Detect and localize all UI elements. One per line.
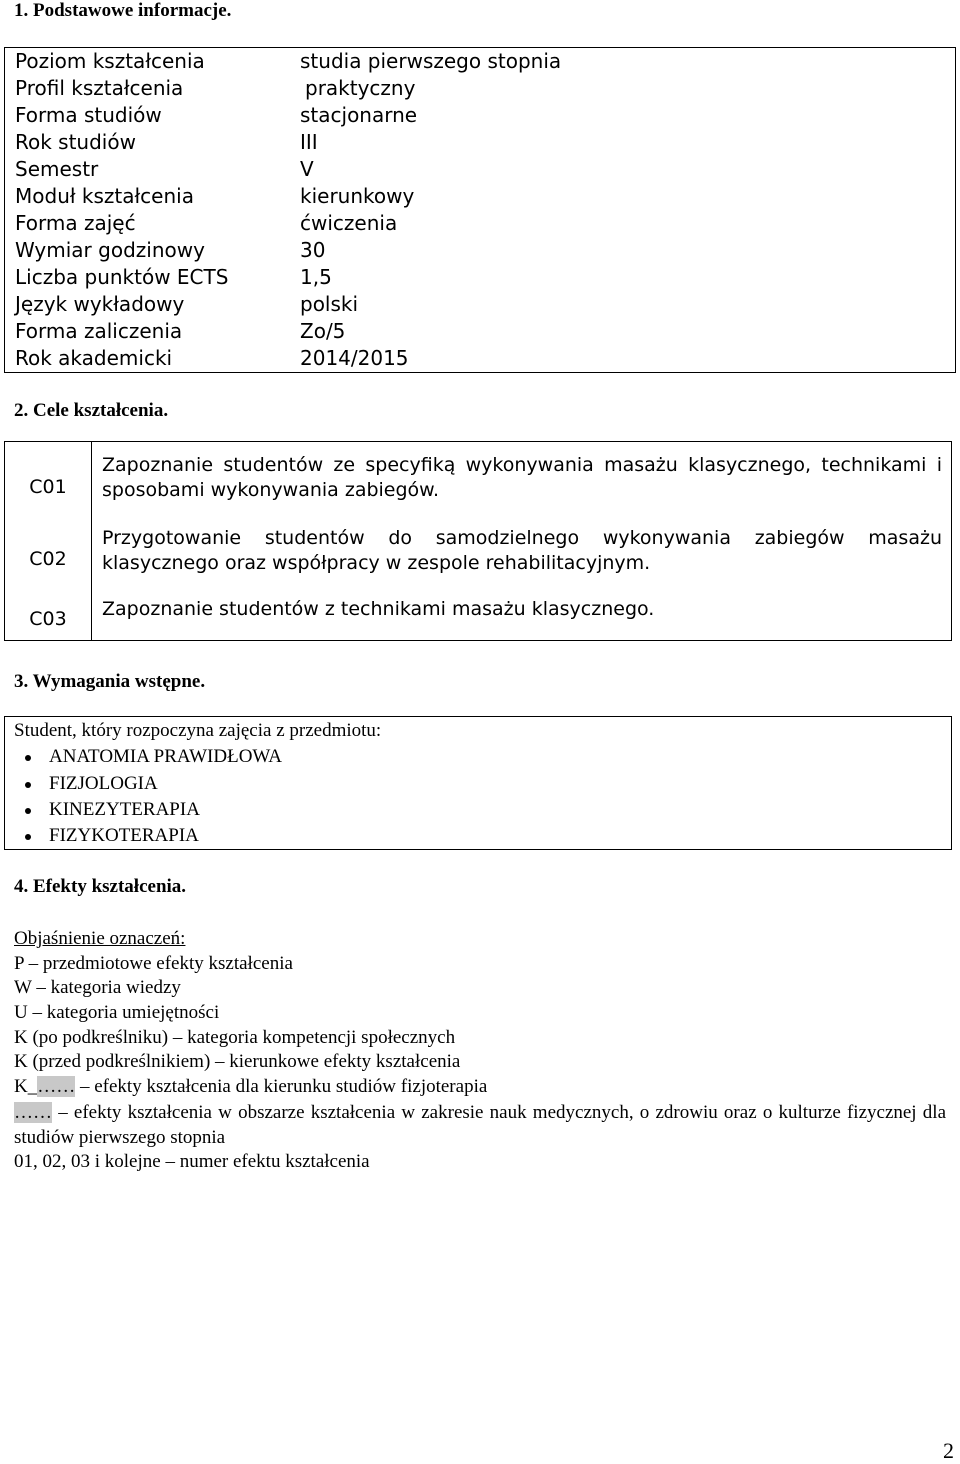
info-label: Rok studiów	[15, 130, 136, 154]
prerequisite-item	[49, 825, 199, 847]
prerequisites-box	[4, 716, 952, 850]
bullet-icon	[25, 808, 31, 814]
legend-item-numbering: 01, 02, 03 i kolejne – numer efektu kształcenia	[14, 1151, 370, 1172]
legend-title: Objaśnienie oznaczeń:	[14, 928, 186, 949]
info-value: stacjonarne	[300, 103, 418, 127]
area-dots: ……	[14, 1102, 52, 1123]
info-value: polski	[300, 292, 359, 316]
goals-table	[4, 441, 952, 641]
prerequisites-intro: Student, który rozpoczyna zajęcia z przedmiotu:	[14, 720, 382, 741]
legend-item: K (po podkreślniku) – kategoria kompetencji społecznych	[14, 1027, 456, 1048]
prerequisite-item	[49, 773, 158, 795]
legend-item: P – przedmiotowe efekty kształcenia	[14, 953, 293, 974]
info-value: 30	[300, 238, 326, 262]
info-label: Forma zajęć	[15, 211, 136, 235]
bullet-icon	[25, 834, 31, 840]
info-value: 1,5	[300, 265, 332, 289]
goal-text: Przygotowanie studentów do samodzielnego wykonywania zabiegów masażu klasycznego oraz współpracy w zespole rehabilitacyjnym.	[102, 527, 942, 574]
info-label: Liczba punktów ECTS	[15, 265, 229, 289]
k-description: – efekty kształcenia dla kierunku studiów fizjoterapia	[75, 1076, 488, 1097]
k-dots: ……	[37, 1076, 76, 1097]
info-value: Zo/5	[300, 319, 346, 343]
section-3-heading: 3. Wymagania wstępne.	[14, 671, 206, 692]
info-label: Wymiar godzinowy	[15, 238, 205, 262]
info-label: Forma studiów	[15, 103, 162, 127]
goal-text: Zapoznanie studentów ze specyfiką wykonywania masażu klasycznego, technikami i sposobami wykonywania zabiegów.	[102, 454, 942, 501]
goal-code: C03	[29, 608, 67, 630]
legend-item: U – kategoria umiejętności	[14, 1002, 220, 1023]
legend-item: W – kategoria wiedzy	[14, 977, 181, 998]
goal-text: Zapoznanie studentów z technikami masażu klasycznego.	[102, 598, 655, 620]
goals-column-divider	[91, 442, 92, 640]
info-value: praktyczny	[305, 76, 416, 100]
k-prefix: K_	[14, 1076, 38, 1097]
info-value: 2014/2015	[300, 346, 409, 370]
info-value: kierunkowy	[300, 184, 415, 208]
legend-item: K (przed podkreślnikiem) – kierunkowe efekty kształcenia	[14, 1051, 461, 1072]
prerequisite-label: FIZYKOTERAPIA	[49, 825, 199, 846]
info-value: III	[300, 130, 318, 154]
prerequisite-item	[49, 799, 200, 821]
section-4-heading: 4. Efekty kształcenia.	[14, 876, 187, 897]
info-label: Profil kształcenia	[15, 76, 184, 100]
legend-item-obszar	[14, 1100, 946, 1150]
section-1-heading: 1. Podstawowe informacje.	[14, 0, 232, 21]
prerequisite-label: FIZJOLOGIA	[49, 773, 158, 794]
goal-code: C01	[29, 476, 67, 498]
info-label: Moduł kształcenia	[15, 184, 194, 208]
area-description: – efekty kształcenia w obszarze kształcenia w zakresie nauk medycznych, o zdrowiu oraz o kulturze fizycznej dla studiów pierwszego stopnia	[14, 1102, 946, 1148]
prerequisite-label: KINEZYTERAPIA	[49, 799, 200, 820]
legend-item-kierunek	[14, 1076, 487, 1098]
info-label: Rok akademicki	[15, 346, 173, 370]
info-label: Semestr	[15, 157, 99, 181]
page-number: 2	[943, 1438, 954, 1463]
section-2-heading: 2. Cele kształcenia.	[14, 400, 169, 421]
prerequisite-item	[49, 746, 282, 768]
basic-info-table	[4, 47, 956, 373]
info-value: V	[300, 157, 314, 181]
info-label: Forma zaliczenia	[15, 319, 183, 343]
info-label: Poziom kształcenia	[15, 49, 205, 73]
bullet-icon	[25, 755, 31, 761]
prerequisite-label: ANATOMIA PRAWIDŁOWA	[49, 746, 282, 767]
info-label: Język wykładowy	[15, 292, 185, 316]
goal-code: C02	[29, 548, 67, 570]
bullet-icon	[25, 782, 31, 788]
info-value: studia pierwszego stopnia	[300, 49, 562, 73]
info-value: ćwiczenia	[300, 211, 398, 235]
